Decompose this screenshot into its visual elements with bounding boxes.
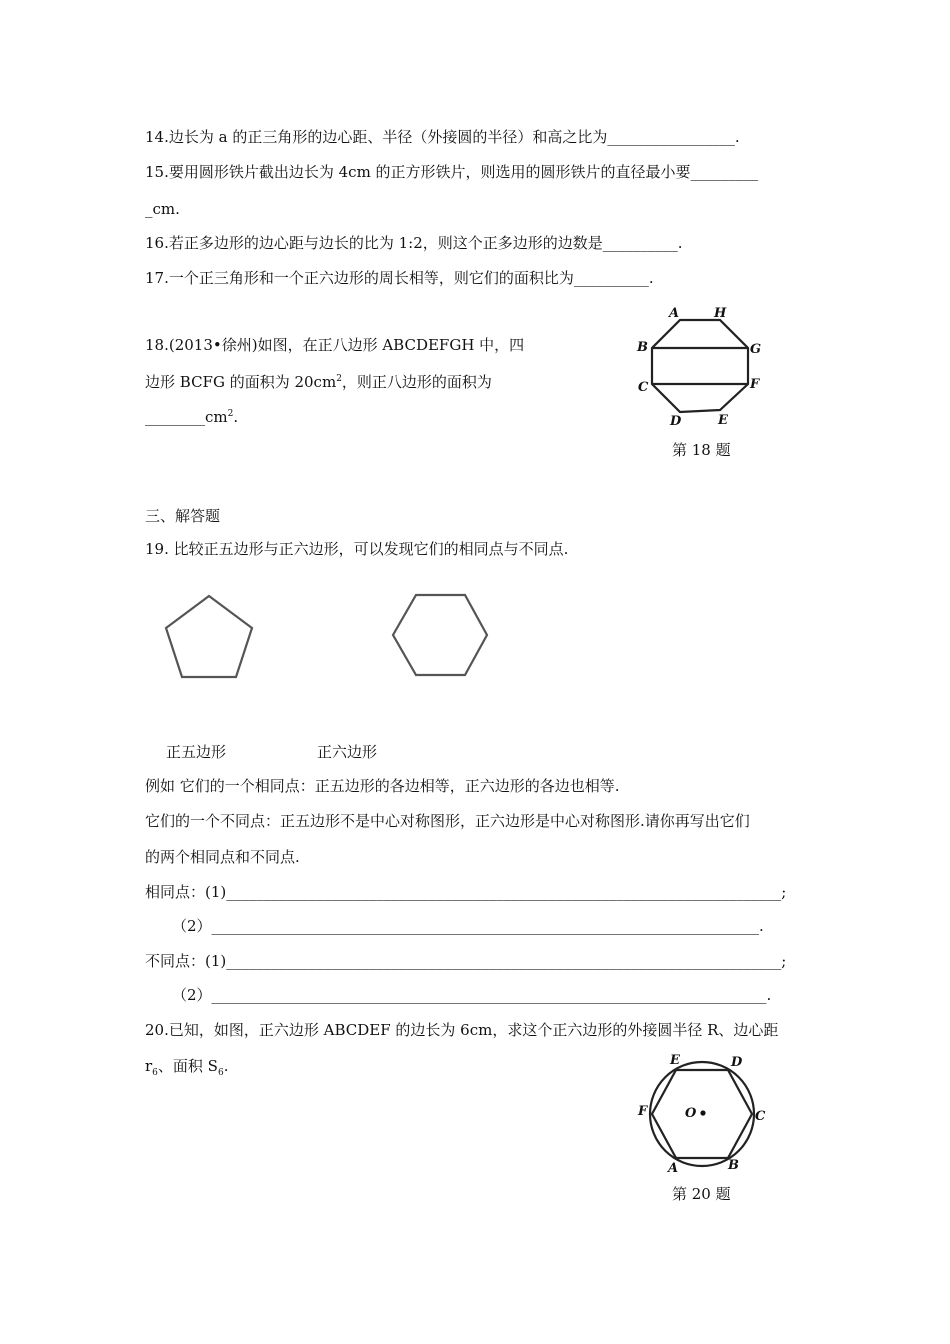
- question-20-line-1: 20.已知，如图，正六边形 ABCDEF 的边长为 6cm，求这个正六边形的外接圆半径 R、边心距: [145, 1021, 779, 1039]
- same-point-1: 相同点：(1)__________________________________________________________________________;: [145, 883, 787, 901]
- hexagon-shape: [393, 595, 487, 675]
- figure-20-caption: 第 20 题: [672, 1185, 731, 1203]
- vertex-label-h: H: [714, 306, 727, 321]
- question-20-text: 、面积 S: [157, 1057, 218, 1075]
- question-15-line-1: 15.要用圆形铁片截出边长为 4cm 的正方形铁片，则选用的圆形铁片的直径最小要_________: [145, 163, 759, 181]
- vertex-label-a: A: [668, 1161, 679, 1176]
- answer-blank: ________cm: [145, 408, 228, 426]
- difference-point-2: （2）__________________________________________________________________________.: [172, 986, 772, 1004]
- vertex-label-f: F: [638, 1104, 648, 1119]
- same-point-2: （2）_________________________________________________________________________.: [172, 917, 764, 935]
- subscript: 6: [217, 1068, 224, 1078]
- question-18-line-3: [145, 403, 238, 428]
- vertex-label-c: C: [638, 380, 649, 395]
- figure-18-caption: 第 18 题: [672, 441, 731, 459]
- hexagon-figure: [388, 590, 492, 680]
- vertex-label-e: E: [670, 1053, 680, 1068]
- vertex-label-a: A: [669, 306, 680, 321]
- question-14: 14.边长为 a 的正三角形的边心距、半径（外接圆的半径）和高之比为_________________.: [145, 128, 740, 146]
- question-18-text: .: [233, 408, 239, 426]
- question-16: 16.若正多边形的边心距与边长的比为 1:2，则这个正多边形的边数是__________.: [145, 234, 683, 252]
- vertex-label-b: B: [728, 1158, 739, 1173]
- question-18-text: ，则正八边形的面积为: [341, 373, 492, 391]
- pentagon-shape: [166, 596, 252, 677]
- hexagon-circle-figure: [632, 1048, 782, 1178]
- center-point: [700, 1110, 705, 1115]
- question-17: 17.一个正三角形和一个正六边形的周长相等，则它们的面积比为__________.: [145, 269, 654, 287]
- vertex-label-f: F: [750, 377, 760, 392]
- pentagon-label: 正五边形: [166, 743, 227, 761]
- question-18-line-2: [145, 368, 492, 393]
- vertex-label-d: D: [731, 1055, 743, 1070]
- pentagon-figure: [160, 590, 260, 685]
- question-19-example-2: 它们的一个不同点：正五边形不是中心对称图形，正六边形是中心对称图形.请你再写出它们: [145, 812, 750, 830]
- subscript: 6: [152, 1068, 158, 1078]
- octagon-shape: [652, 320, 748, 412]
- question-20-text: r: [145, 1057, 153, 1075]
- vertex-label-g: G: [750, 342, 762, 357]
- difference-point-1: 不同点：(1)__________________________________________________________________________;: [145, 952, 787, 970]
- question-18-text: 边形 BCFG 的面积为 20cm: [145, 373, 337, 391]
- center-label-o: O: [685, 1106, 697, 1121]
- question-19-intro: 19. 比较正五边形与正六边形，可以发现它们的相同点与不同点.: [145, 540, 569, 558]
- superscript: 2: [227, 409, 234, 419]
- vertex-label-e: E: [718, 413, 728, 428]
- question-19-example-3: 的两个相同点和不同点.: [145, 848, 300, 866]
- question-20-line-2: [145, 1055, 228, 1084]
- vertex-label-c: C: [755, 1109, 766, 1124]
- question-20-text: .: [223, 1057, 229, 1075]
- vertex-label-d: D: [670, 414, 682, 429]
- octagon-figure: [630, 300, 770, 430]
- vertex-label-b: B: [637, 340, 648, 355]
- hexagon-label: 正六边形: [317, 743, 378, 761]
- question-18-line-1: 18.(2013•徐州)如图，在正八边形 ABCDEFGH 中，四: [145, 336, 525, 354]
- question-19-example-1: 例如 它们的一个相同点：正五边形的各边相等，正六边形的各边也相等.: [145, 777, 620, 795]
- question-15-line-2: _cm.: [145, 200, 180, 218]
- superscript: 2: [336, 374, 342, 384]
- section-heading: 三、解答题: [145, 507, 221, 525]
